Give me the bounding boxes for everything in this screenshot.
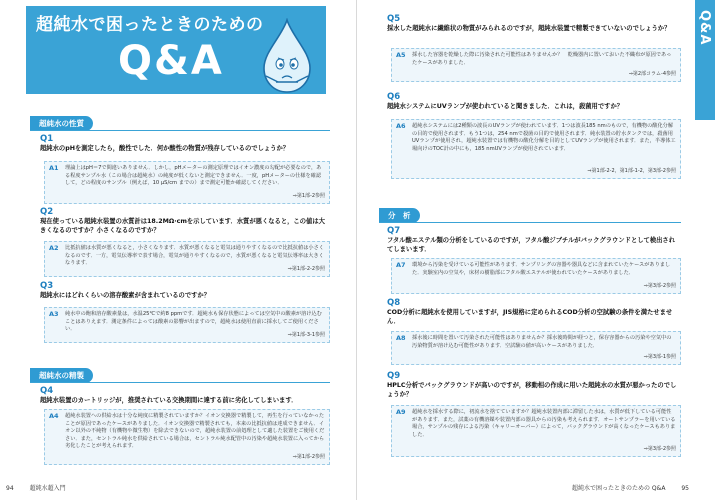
qa-item <box>387 298 679 326</box>
question-number: Q7 <box>387 226 401 236</box>
section-divider <box>30 382 330 383</box>
qa-item <box>387 371 679 399</box>
answer-box <box>391 48 681 82</box>
answer-text: 超純水装置への供給水は十分な純度に精製されていますか？イオン交換器で精製して，再生を行っていなかったことが原因であったケースがありました．イオン交換器で精製されても，本来の比抵抗値は達成できません．イオン以外の不純物（有機物や微生物）を除去できないので，超純水装置の前処理として適した装置をご使用ください．また，セントラル純水を供給されている場合は，セントラル純水配管中の汚染や超純水装置に入ってから劣化したことが考えられます． <box>65 413 325 450</box>
footer-title: 超純水超入門 <box>29 485 66 492</box>
footer-title: 超純水で困ったときのための Q&A <box>572 485 666 492</box>
question-number: Q6 <box>387 92 401 102</box>
question-number: Q2 <box>40 207 54 217</box>
question-text: HPLC分析でバックグラウンドが高いのですが，移動相の作成に用いた超純水の水質が悪かったのでしょうか？ <box>387 382 677 398</box>
qa-item <box>40 281 330 301</box>
answer-text: 環境から汚染を受けている可能性があります．サンプリングの容器や器具などに含まれていたケースがありました．実験室内の空気や，床材の樹脂部にフタル酸エステルが使われていたケースがありました． <box>412 262 671 276</box>
question-number: Q3 <box>40 281 54 291</box>
answer-text: 採水した容器を乾燥した際に汚染された可能性はありませんか？ 乾燥器内に置いておいた不織布が原因であったケースがありました． <box>412 52 672 66</box>
answer-box <box>44 409 330 465</box>
question-text: 超純水のpHを測定したら，酸性でした．何か酸性の物質が残存しているのでしょうか？ <box>40 145 290 152</box>
answer-label: A1 <box>49 164 59 172</box>
page-footer <box>572 483 689 492</box>
answer-label: A8 <box>396 334 406 342</box>
question-number: Q4 <box>40 386 54 396</box>
side-tab-label: Q&A <box>697 10 712 46</box>
answer-reference: ⇒第3部-2参照 <box>643 446 676 453</box>
answer-label: A2 <box>49 244 59 252</box>
answer-box <box>391 119 681 179</box>
question-number: Q9 <box>387 371 401 381</box>
answer-text: 超純水システムには2種類の波長のUVランプが使われています．1つは波長185 nmのもので，有機物の酸化分解の目的で使用されます．もう1つは，254 nmで殺菌の目的で使用されます．純水装置の貯水タンクでは，殺菌用UVランプが使用され，超純水装置では有機物の酸化分解を目的としてUVランプが使用されます．また，半導体工場向けのTOC計の中にも，185 nmUVランプが使用されています． <box>412 123 676 152</box>
answer-reference: ⇒第3部-2参照 <box>643 283 676 290</box>
question-text: 超純水にはどれくらいの溶存酸素が含まれているのですか？ <box>40 292 211 299</box>
answer-text: 理論上はpH＝7で間違いありません．しかし，pHメーターの測定原理ではイオン濃度の勾配が必要なので，ある程度サンプル水（この場合は超純水）の純度が低くないと測定できません．一度，pHメーターの仕様を確認して，どの程度のサンプル（例えば，10 μS/cm までの）まで測定可能か確認してください． <box>65 165 322 187</box>
answer-label: A9 <box>396 408 406 416</box>
answer-reference: ⇒第1部-3-1参照 <box>287 332 325 339</box>
qa-item <box>40 207 330 235</box>
answer-label: A6 <box>396 122 406 130</box>
answer-label: A5 <box>396 51 406 59</box>
answer-label: A3 <box>49 310 59 318</box>
answer-box <box>391 258 681 294</box>
section-tag-properties: 超純水の性質 <box>30 116 93 131</box>
question-text: 採水した超純水に繊維状の物質がみられるのですが，超純水装置で精製できていないのでしょうか？ <box>387 25 671 32</box>
right-page <box>357 0 715 500</box>
answer-label: A4 <box>49 412 59 420</box>
page-number: 95 <box>681 485 689 492</box>
qa-item <box>40 386 330 406</box>
answer-box <box>44 307 330 343</box>
section-divider <box>30 130 330 131</box>
answer-box <box>391 331 681 365</box>
answer-box <box>44 161 330 204</box>
water-drop-mascot-icon <box>254 18 320 94</box>
answer-text: 採水後に時間を置いて汚染された可能性はありませんか？採水後時間が経つと，保存容器からの汚染や空気中の汚染物質が溶け込む可能性があります．空試験の値が高いケースがありました． <box>412 335 672 349</box>
question-text: 超純水システムにUVランプが使われていると聞きました．これは，殺菌用ですか？ <box>387 103 624 110</box>
left-page <box>0 0 357 500</box>
side-tab <box>695 0 715 120</box>
section-divider <box>379 222 681 223</box>
answer-text: 超純水を採水する際に，初流水を捨てていますか？超純水装置内部に滞留した水は，水質が低下している可能性があります．また，試薬の有機溶媒や装置内部の器具からの汚染も考えられます．オートサンプラーを用いている場合，サンプルの残存による汚染（キャリーオーバー）によって，バックグラウンドが高くなったケースもありました． <box>412 409 676 438</box>
question-number: Q8 <box>387 298 401 308</box>
hero-qa: Q&A <box>118 38 224 84</box>
answer-text: 純水中の飽和溶存酸素量は，水温25℃で約8 ppmです．超純水も保存状態によっては空気中の酸素が溶け込むことはありえます．測定条件によっては酸素の影響が出ますので，超純水は使用直前に採水してご使用ください． <box>65 311 322 333</box>
answer-reference: ⇒第1部-2参照 <box>292 454 325 461</box>
answer-reference: ⇒第1部-2-2，第1部-1-2，第3部-2参照 <box>587 168 676 175</box>
answer-text: 比抵抗値は水質が悪くなると，小さくなります．水質が悪くなると電気は通りやすくなるので比抵抗値は小さくなるのです．一方，電気伝導率で表す場合，電気が通りやすくなるので，水質が悪くなると電気伝導率は大きくなります． <box>65 245 324 267</box>
answer-box <box>391 405 681 457</box>
question-text: COD分析に超純水を使用していますが，JIS規格に定められるCOD分析の空試験の条件を満たせません． <box>387 309 673 325</box>
page-footer <box>6 483 66 492</box>
answer-box <box>44 241 330 277</box>
question-number: Q5 <box>387 14 401 24</box>
question-number: Q1 <box>40 134 54 144</box>
hero-banner <box>26 6 326 94</box>
hero-title: 超純水で困ったときのための <box>36 15 264 35</box>
qa-item <box>387 92 679 112</box>
qa-item <box>387 226 679 254</box>
question-text: 超純水装置のカートリッジが，推奨されている交換期間に達する前に劣化してしまいます． <box>40 397 298 404</box>
answer-label: A7 <box>396 261 406 269</box>
answer-reference: ⇒第1部-2-2参照 <box>287 266 325 273</box>
page-number: 94 <box>6 485 14 492</box>
section-tag-analysis: 分 析 <box>379 208 420 223</box>
qa-item <box>387 14 679 34</box>
qa-item <box>40 134 330 154</box>
section-tag-purification: 超純水の精製 <box>30 368 93 383</box>
answer-reference: ⇒第1部-2参照 <box>292 193 325 200</box>
answer-reference: ⇒第2部コラム-4参照 <box>628 71 676 78</box>
answer-reference: ⇒第3部-1参照 <box>643 354 676 361</box>
question-text: 現在使っている超純水装置の水質計は18.2MΩ·cmを示しています．水質が悪くなると，この値は大きくなるのですか？小さくなるのですか？ <box>40 218 325 234</box>
question-text: フタル酸エステル類の分析をしているのですが，フタル酸ジブチルがバックグラウンドとして検出されてしまいます． <box>387 237 676 253</box>
